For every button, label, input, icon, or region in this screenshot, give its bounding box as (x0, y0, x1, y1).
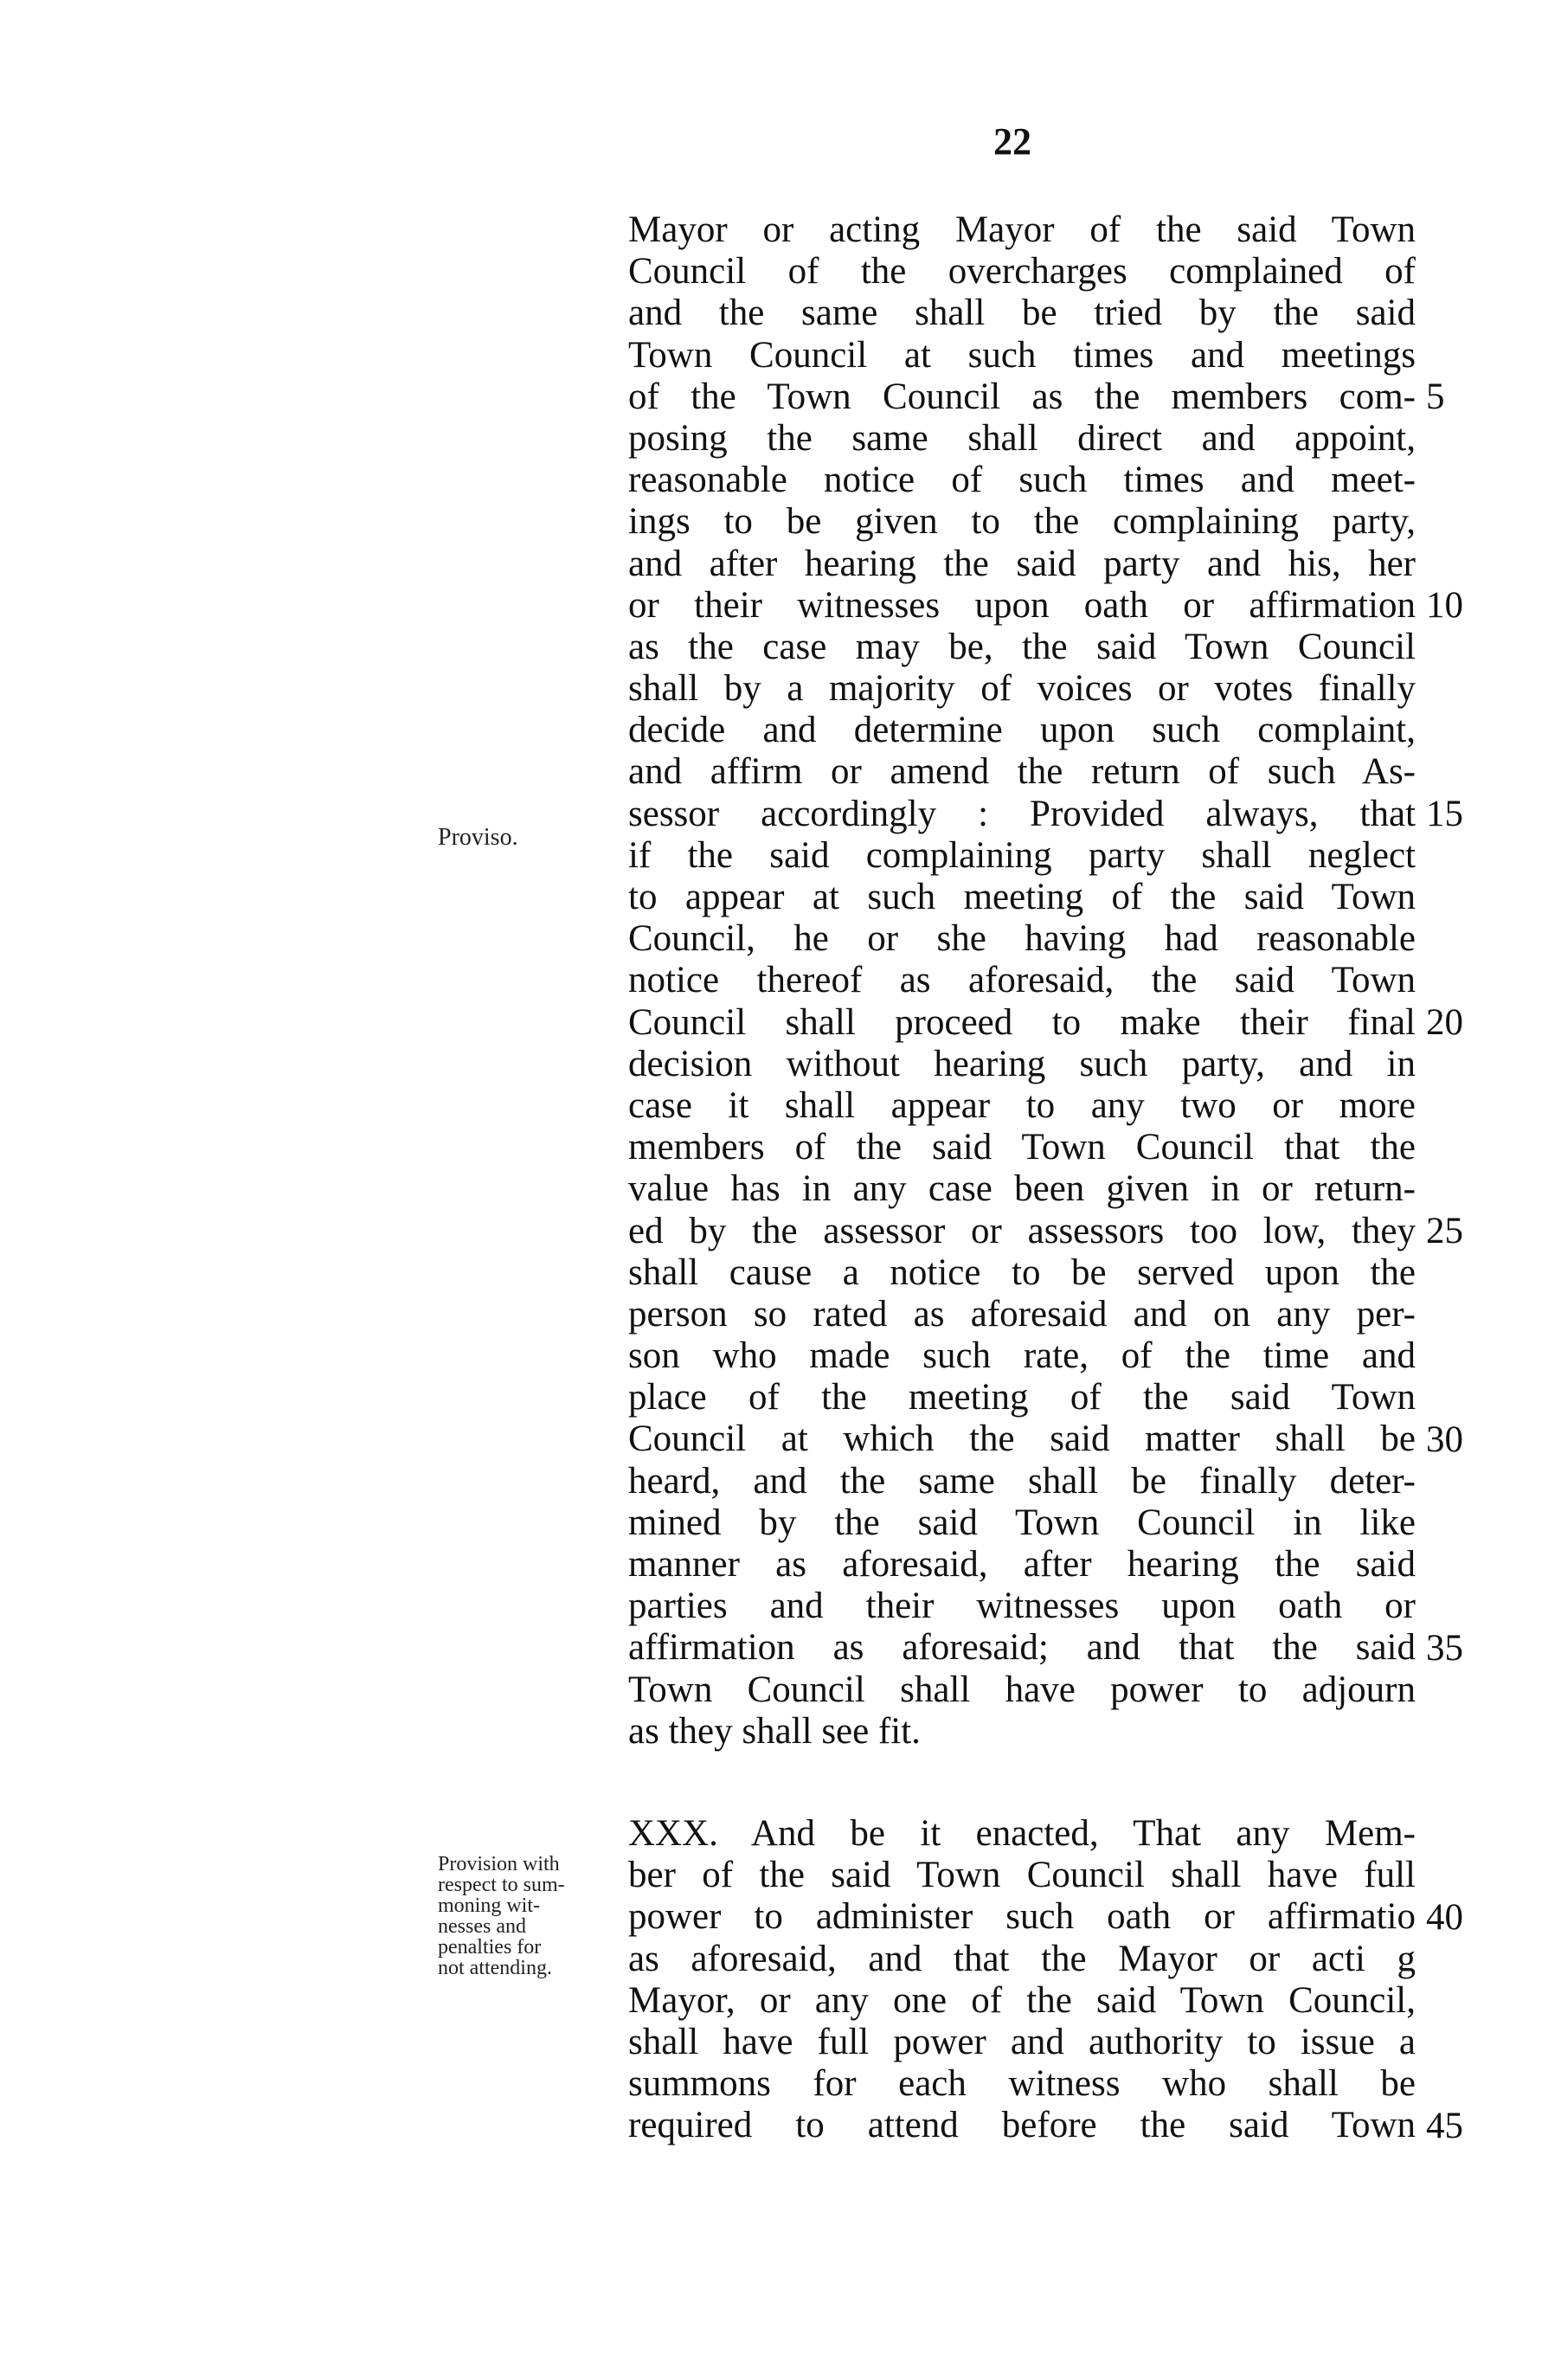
text-line: Council of the overcharges complained of (628, 251, 1416, 293)
line-number: 45 (1426, 2105, 1463, 2146)
text-line: affirmation as aforesaid; and that the said (628, 1627, 1416, 1669)
text-line: son who made such rate, of the time and (628, 1335, 1416, 1377)
text-line: and the same shall be tried by the said (628, 293, 1416, 334)
side-note-proviso: Proviso. (438, 824, 518, 851)
line-number: 15 (1426, 793, 1463, 834)
text-line: parties and their witnesses upon oath or (628, 1586, 1416, 1627)
line-number: 25 (1426, 1210, 1463, 1251)
text-line: or their witnesses upon oath or affirmation (628, 584, 1416, 626)
text-line: and affirm or amend the return of such As- (628, 751, 1416, 793)
side-note-line: nesses and (438, 1915, 526, 1938)
text-line: of the Town Council as the members com- (628, 376, 1416, 417)
page-number: 22 (993, 120, 1031, 163)
text-line: to appear at such meeting of the said Town (628, 877, 1416, 917)
side-note-line: moning wit- (438, 1894, 540, 1917)
text-line: ber of the said Town Council shall have full (628, 1855, 1416, 1896)
text-line: shall have full power and authority to issue a (628, 2021, 1416, 2062)
line-number: 30 (1426, 1418, 1463, 1460)
side-note-line: not attending. (438, 1957, 552, 1979)
text-line: and after hearing the said party and his, her (628, 543, 1416, 584)
section-xxx (628, 1813, 1416, 2147)
text-line: place of the meeting of the said Town (628, 1377, 1416, 1418)
line-number: 20 (1426, 1001, 1463, 1043)
text-line: Council at which the said matter shall be (628, 1418, 1416, 1460)
side-note-line: penalties for (438, 1936, 542, 1959)
text-line: case it shall appear to any two or more (628, 1084, 1416, 1126)
line-number: 40 (1426, 1896, 1463, 1938)
line-number: 5 (1426, 376, 1445, 417)
side-note-line: Provision with (438, 1853, 560, 1875)
line-number: 35 (1426, 1627, 1463, 1669)
text-line: Mayor, or any one of the said Town Council, (628, 1979, 1416, 2021)
line-number: 10 (1426, 584, 1463, 626)
text-line: reasonable notice of such times and meet- (628, 460, 1416, 501)
text-line: Town Council shall have power to adjourn (628, 1669, 1416, 1710)
text-line: summons for each witness who shall be (628, 2063, 1416, 2105)
paragraph-continued (628, 209, 1416, 1753)
text-line: power to administer such oath or affirmatio (628, 1896, 1416, 1938)
text-line: as they shall see fit. (628, 1710, 921, 1752)
text-line: decision without hearing such party, and in (628, 1043, 1416, 1084)
text-line: Council shall proceed to make their final (628, 1001, 1416, 1043)
text-line: manner as aforesaid, after hearing the said (628, 1544, 1416, 1585)
text-line: Council, he or she having had reasonable (628, 918, 1416, 960)
text-line: members of the said Town Council that the (628, 1127, 1416, 1168)
text-line: person so rated as aforesaid and on any per- (628, 1293, 1416, 1335)
text-line: required to attend before the said Town (628, 2105, 1416, 2146)
text-line: heard, and the same shall be finally deter- (628, 1460, 1416, 1502)
text-line: sessor accordingly : Provided always, that (628, 793, 1416, 834)
body-text (628, 209, 1416, 2146)
text-line: Town Council at such times and meetings (628, 334, 1416, 376)
text-line: notice thereof as aforesaid, the said Town (628, 960, 1416, 1001)
text-line: as the case may be, the said Town Council (628, 626, 1416, 667)
text-line: Mayor or acting Mayor of the said Town (628, 209, 1416, 250)
text-line: decide and determine upon such complaint, (628, 710, 1416, 751)
text-line: if the said complaining party shall neglect (628, 834, 1416, 876)
text-line: shall by a majority of voices or votes finally (628, 668, 1416, 710)
text-line: as aforesaid, and that the Mayor or acti g (628, 1938, 1416, 1979)
side-note-provision (438, 1854, 611, 1978)
text-line: ings to be given to the complaining party, (628, 501, 1416, 543)
text-line: shall cause a notice to be served upon the (628, 1251, 1416, 1293)
side-note-line: respect to sum- (438, 1874, 565, 1896)
text-line: value has in any case been given in or return- (628, 1168, 1416, 1210)
text-line: mined by the said Town Council in like (628, 1502, 1416, 1543)
text-line: XXX. And be it enacted, That any Mem- (628, 1812, 1416, 1854)
text-line: posing the same shall direct and appoint, (628, 417, 1416, 459)
text-line: ed by the assessor or assessors too low, they (628, 1210, 1416, 1251)
